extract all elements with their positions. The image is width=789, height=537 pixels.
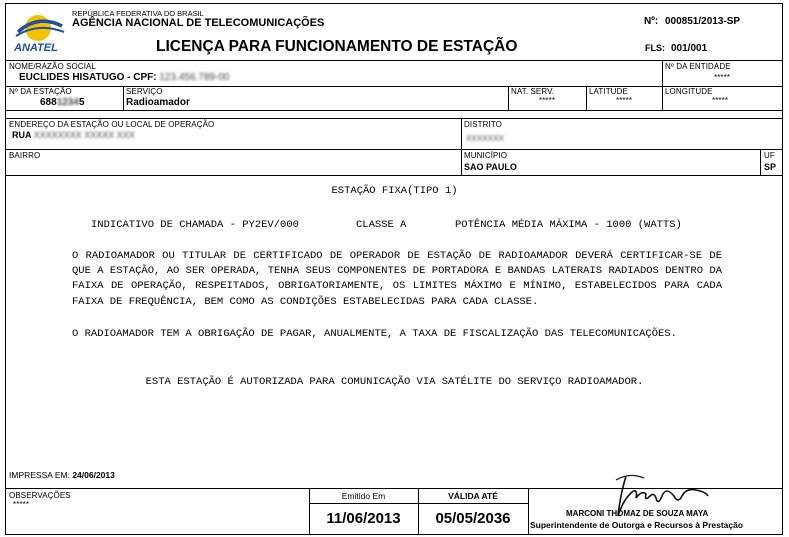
natserv-label: NAT. SERV. xyxy=(511,87,555,96)
endereco-value: RUA XXXXXXXX XXXXX XXX xyxy=(12,130,135,140)
entidade-value: ***** xyxy=(714,73,731,82)
uf-label: UF xyxy=(764,151,775,160)
entidade-label: Nº DA ENTIDADE xyxy=(665,62,731,71)
servico-label: SERVIÇO xyxy=(126,87,163,96)
obs-value: ***** xyxy=(13,500,30,509)
municipio-label: MUNICÍPIO xyxy=(464,151,508,160)
longitude-label: LONGITUDE xyxy=(665,87,713,96)
logo-wordmark: ANATEL xyxy=(14,42,58,54)
emitido-value: 11/06/2013 xyxy=(326,510,401,527)
longitude-value: ***** xyxy=(712,96,729,105)
station-type: ESTAÇÃO FIXA(TIPO 1) xyxy=(331,185,458,197)
number-value: 000851/2013-SP xyxy=(665,16,741,27)
nome-value: EUCLIDES HISATUGO - CPF: 123.456.789-00 xyxy=(19,72,230,83)
bairro-label: BAIRRO xyxy=(9,151,41,160)
estacao-value: 68812345 xyxy=(40,97,85,108)
valida-value: 05/05/2036 xyxy=(435,510,511,527)
endereco-label: ENDEREÇO DA ESTAÇÃO OU LOCAL DE OPERAÇÃO xyxy=(9,120,215,129)
paragraph-1: O RADIOAMADOR OU TITULAR DE CERTIFICADO DE OPERADOR DE ESTAÇÃO DE RADIOAMADOR DEVERÁ CERTIFICAR-SE DE QUE A ESTAÇÃO, AO SER OPERADA, TENHA SEUS COMPONENTES DE PORTADORA E BANDAS LATERAIS RADIADOS DENTRO DA FAIXA DE OPERAÇÃO, RESPEITADOS, OBRIGATORIAMENTE, OS LIMITES MÁXIMO E MÍNIMO, ESTABELECIDOS PARA CADA FAIXA DE FREQUÊNCIA, BEM COMO AS CONDIÇÕES ESTABELECIDAS PARA CADA CLASSE. xyxy=(72,250,722,308)
agency-name: AGÊNCIA NACIONAL DE TELECOMUNICAÇÕES xyxy=(72,17,325,29)
natserv-value: ***** xyxy=(539,96,556,105)
indicativo: INDICATIVO DE CHAMADA - PY2EV/000 xyxy=(91,219,299,231)
gov-line: REPÚBLICA FEDERATIVA DO BRASIL xyxy=(72,9,204,18)
latitude-value: ***** xyxy=(616,96,633,105)
uf-value: SP xyxy=(764,162,777,172)
distrito-label: DISTRITO xyxy=(464,120,502,129)
impressa-em: IMPRESSA EM: 24/06/2013 xyxy=(9,470,115,480)
document-title: LICENÇA PARA FUNCIONAMENTO DE ESTAÇÃO xyxy=(156,38,518,55)
fls-value: 001/001 xyxy=(671,43,708,54)
distrito-value: XXXXXXX xyxy=(466,134,505,143)
valida-label: VÁLIDA ATÉ xyxy=(448,491,498,501)
latitude-label: LATITUDE xyxy=(589,87,628,96)
fls-label: FLS: xyxy=(645,43,665,53)
estacao-label: Nº DA ESTAÇÃO xyxy=(9,87,72,96)
obs-label: OBSERVAÇÕES xyxy=(9,491,71,500)
potencia: POTÊNCIA MÉDIA MÁXIMA - 1000 (WATTS) xyxy=(455,219,682,231)
paragraph-2: O RADIOAMADOR TEM A OBRIGAÇÃO DE PAGAR, ANUALMENTE, A TAXA DE FISCALIZAÇÃO DAS TELECOMUNICAÇÕES. xyxy=(72,328,677,340)
cpf-redacted: 123.456.789-00 xyxy=(159,72,230,83)
emitido-label: Emitido Em xyxy=(341,491,386,501)
municipio-value: SAO PAULO xyxy=(464,162,517,172)
servico-value: Radioamador xyxy=(126,97,190,108)
number-label: Nº: xyxy=(644,16,659,27)
signer-name: MARCONI THOMAZ DE SOUZA MAYA xyxy=(566,509,709,518)
paragraph-3: ESTA ESTAÇÃO É AUTORIZADA PARA COMUNICAÇÃO VIA SATÉLITE DO SERVIÇO RADIOAMADOR. xyxy=(145,376,644,388)
signer-title: Superintendente de Outorga e Recursos à Prestação xyxy=(530,520,744,530)
nome-label: NOME/RAZÃO SOCIAL xyxy=(9,62,97,71)
classe: CLASSE A xyxy=(356,219,407,231)
